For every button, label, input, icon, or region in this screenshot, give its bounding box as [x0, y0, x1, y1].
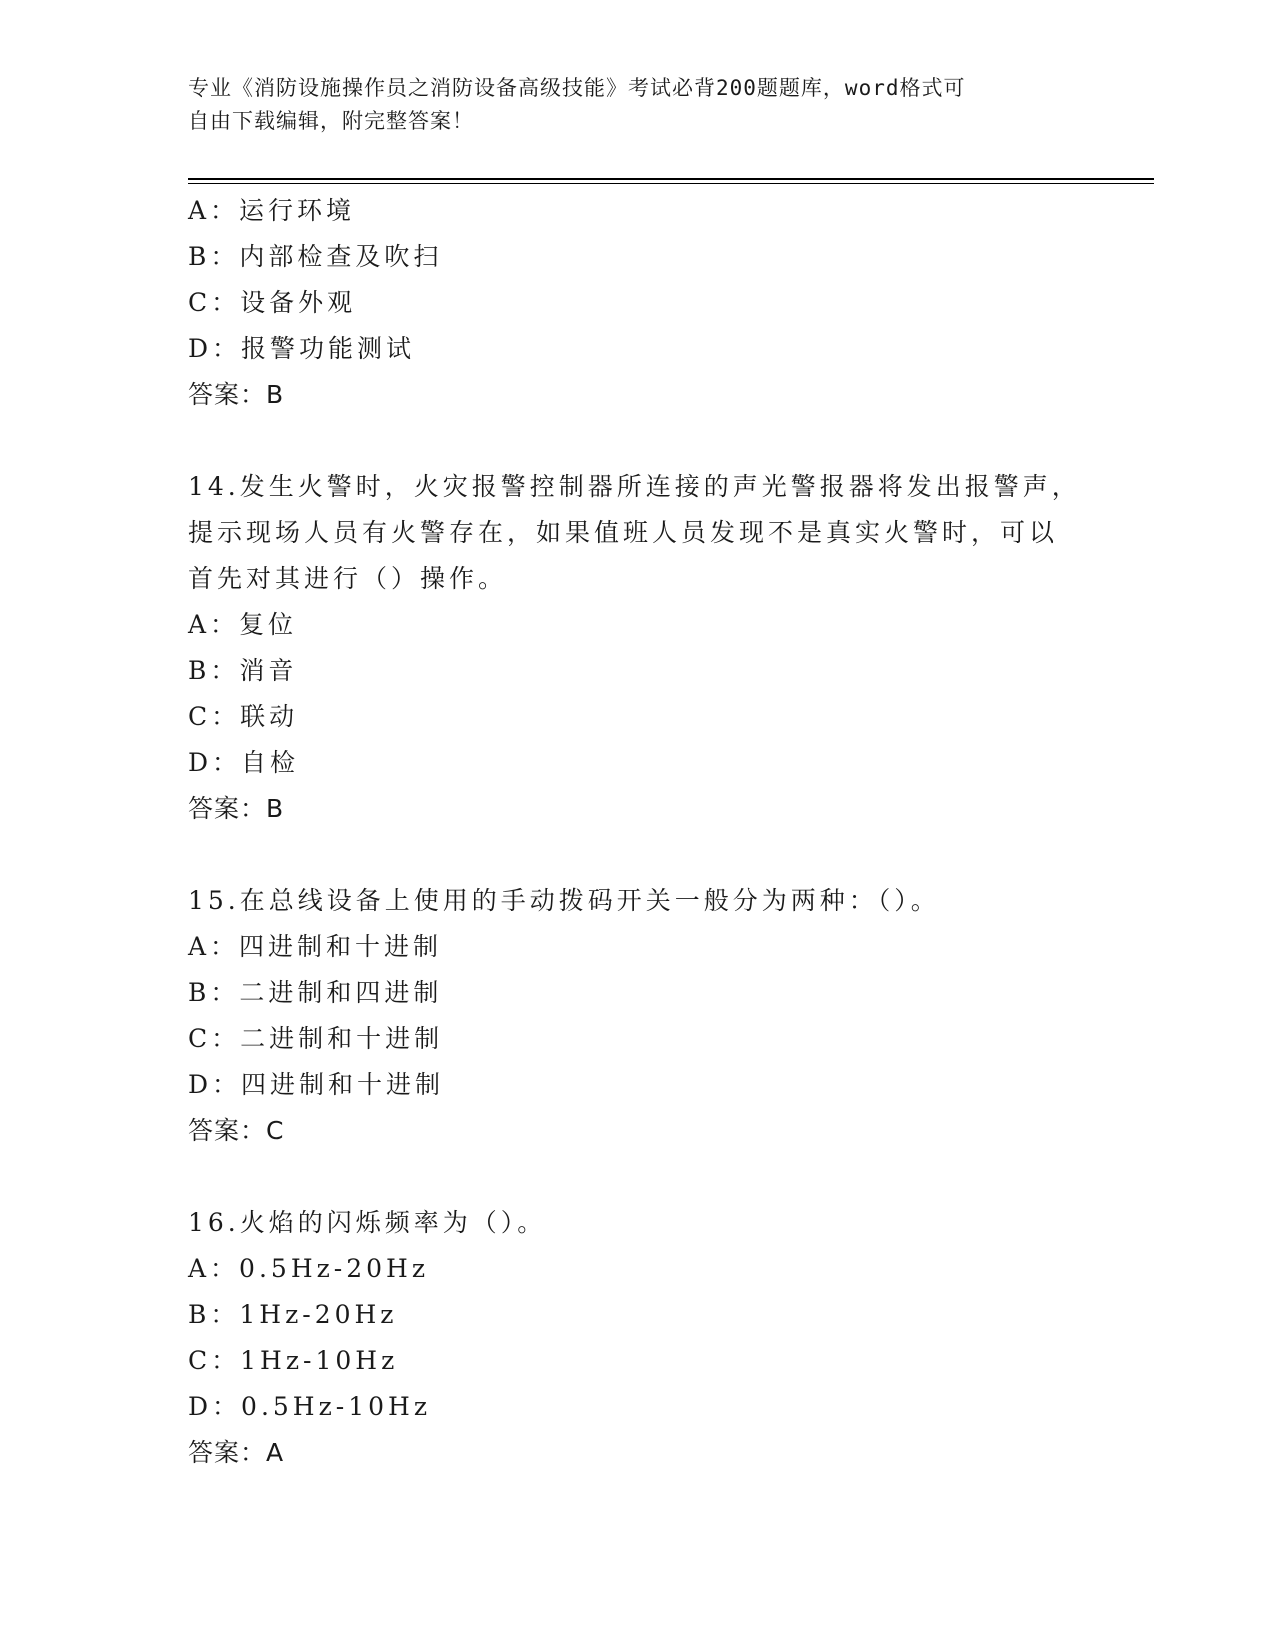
question-13: [188, 188, 1088, 418]
answer-line: 答案：A: [188, 1438, 285, 1467]
question-15: [188, 878, 1088, 1154]
option-c: C：联动: [188, 702, 299, 731]
option-d: D：报警功能测试: [188, 334, 416, 363]
option-b: B：二进制和四进制: [188, 978, 443, 1007]
question-list: [188, 188, 1088, 1476]
question-spacer: [188, 418, 1088, 464]
question-stem-line: 提示现场人员有火警存在，如果值班人员发现不是真实火警时，可以: [188, 518, 1059, 547]
option-d: D：0.5Hz-10Hz: [188, 1392, 432, 1421]
answer-line: 答案：C: [188, 1116, 285, 1145]
question-16: [188, 1200, 1088, 1476]
option-a: A：四进制和十进制: [188, 932, 443, 961]
option-b: B：1Hz-20Hz: [188, 1300, 398, 1329]
option-a: A：复位: [188, 610, 298, 639]
header-line-2: 自由下载编辑，附完整答案！: [188, 109, 474, 133]
header-divider-thin: [188, 183, 1154, 184]
option-d: D：自检: [188, 748, 300, 777]
option-d: D：四进制和十进制: [188, 1070, 445, 1099]
answer-line: 答案：B: [188, 794, 285, 823]
option-c: C：1Hz-10Hz: [188, 1346, 399, 1375]
header-line-1: 专业《消防设施操作员之消防设备高级技能》考试必背200题题库，word格式可: [188, 76, 966, 100]
option-b: B：消音: [188, 656, 298, 685]
question-spacer: [188, 1154, 1088, 1200]
question-stem-line: 14.发生火警时，火灾报警控制器所连接的声光警报器将发出报警声，: [188, 472, 1081, 501]
option-a: A：运行环境: [188, 196, 356, 225]
answer-line: 答案：B: [188, 380, 285, 409]
question-stem-line: 15.在总线设备上使用的手动拨码开关一般分为两种：（）。: [188, 886, 940, 915]
header-divider-thick: [188, 178, 1154, 180]
option-c: C：设备外观: [188, 288, 357, 317]
option-c: C：二进制和十进制: [188, 1024, 444, 1053]
option-b: B：内部检查及吹扫: [188, 242, 443, 271]
question-stem-line: 首先对其进行（）操作。: [188, 564, 508, 593]
option-a: A：0.5Hz-20Hz: [188, 1254, 430, 1283]
document-header: [188, 72, 1068, 138]
question-14: [188, 464, 1088, 832]
question-spacer: [188, 832, 1088, 878]
question-stem-line: 16.火焰的闪烁频率为（）。: [188, 1208, 547, 1237]
